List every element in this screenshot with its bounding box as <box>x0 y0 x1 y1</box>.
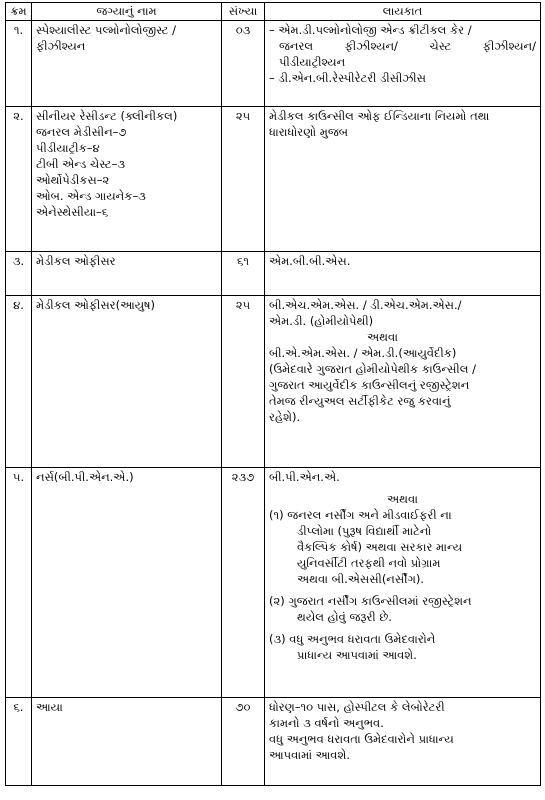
row-position <box>32 698 222 786</box>
qualification-line: (ઉમેદવારે ગુજરાત હોમીયોપેથીક કાઉન્સીલ / <box>269 362 476 376</box>
qualification-line: યુનિવર્સીટી તરફથી નવો પ્રોગ્રામ <box>297 556 441 570</box>
qualification-line: અથવા <box>387 492 418 506</box>
qualification-line: આપવામાં આવશે. <box>269 748 350 762</box>
qualification-line: વધુ અનુભવ ધરાવતા ઉમેદવારોને પ્રાધાન્ય <box>269 732 454 746</box>
header-position: જગ્યાનું નામ <box>32 3 222 21</box>
row-serial: ૫. <box>6 468 32 698</box>
row-position <box>32 296 222 468</box>
position-line: મેડીકલ ઓફીસર <box>36 254 116 268</box>
qualification-line: પીડીયાટ્રીશ્યન <box>279 55 346 69</box>
row-position <box>32 107 222 252</box>
header-serial: ક્રમ <box>6 3 32 21</box>
header-qualification: લાયકાત <box>265 3 541 21</box>
qualification-line: ડીપ્લોમા (પુરૂષ વિદ્યાર્થી માટેનો <box>297 524 432 538</box>
row-qualification <box>265 107 541 252</box>
position-line: સીનીયર રેસીડન્ટ (ક્લીનીકલ) <box>36 109 178 123</box>
qualification-line: – ડી.એન.બી.રેસ્પીરેટરી ડીસીઝીસ <box>269 71 426 85</box>
qualification-line: (૩) વધુ અનુભવ ધરાવતા ઉમેદવારોને <box>269 632 436 646</box>
position-line: ફીઝીશ્યન <box>36 39 86 53</box>
qualification-line: બી.એચ.એમ.એસ. / ડી.એચ.એમ.એસ./ <box>269 298 462 312</box>
row-serial: ૨. <box>6 107 32 252</box>
position-line: જનરલ મેડીસીન–૭ <box>36 125 127 139</box>
position-line: ટીબી એન્ડ ચેસ્ટ–૩ <box>36 157 126 171</box>
row-count: ૬૧ <box>222 252 265 296</box>
row-serial: ૩. <box>6 252 32 296</box>
row-position <box>32 252 222 296</box>
qualification-line: તેમજ રીન્યુઅલ સર્ટીફીકેટ રજુ કરવાનું <box>269 394 451 408</box>
row-serial: ૬. <box>6 698 32 786</box>
qualification-line: જનરલ ફીઝીશ્યન/ ચેસ્ટ ફીઝીશ્યન/ <box>279 39 536 53</box>
row-serial: ૪. <box>6 296 32 468</box>
row-qualification <box>265 468 541 698</box>
qualification-line: કામનો ૩ વર્ષનો અનુભવ. <box>269 716 384 730</box>
row-count: ૭૦ <box>222 698 265 786</box>
qualification-line: વૈકલ્પિક કોર્ષ) અથવા સરકાર માન્ય <box>297 540 463 554</box>
position-line: ઓબ. એન્ડ ગાયનેક–૩ <box>36 189 146 203</box>
position-line: સ્પેશ્યાલીસ્ટ પલ્મોનોલોજીસ્ટ / <box>36 23 177 37</box>
table-row <box>6 252 541 296</box>
qualification-line: ધોરણ–૧૦ પાસ, હોસ્પીટલ કે લેબોરેટરી <box>269 700 445 714</box>
position-line: એનેસ્થેસીયા–૬ <box>36 205 109 219</box>
qualification-line: મેડીકલ કાઉન્સીલ ઓફ ઈન્ડિયાના નિયમો તથા <box>269 109 490 123</box>
qualification-line: ગુજરાત આયુર્વેદીક કાઉન્સીલનું રજીસ્ટ્રેશન <box>269 378 470 392</box>
qualification-line: ધારાધોરણો મુજબ <box>269 125 348 139</box>
qualification-line: એમ.ડી. (હોમીયોપેથી) <box>269 314 374 328</box>
position-line: પીડીયાટ્રીક–૪ <box>36 141 100 155</box>
qualification-line: એમ.બી.બી.એસ. <box>269 254 351 268</box>
qualification-line: (૨) ગુજરાત નર્સીંગ કાઉન્સીલમાં રજીસ્ટ્રેશન <box>269 594 472 608</box>
recruitment-table <box>5 2 541 786</box>
qualification-line: બી.એ.એમ.એસ. / એમ.ડી.(આયુર્વેદીક) <box>269 346 457 360</box>
position-line: નર્સ(બી.પી.એન.એ.) <box>36 470 134 484</box>
table-row <box>6 296 541 468</box>
row-count: ૦૩ <box>222 21 265 107</box>
qualification-line: – એમ.ડી.પલ્મોનોલોજી એન્ડ ક્રીટીકલ કેર / <box>269 23 472 37</box>
table-row <box>6 107 541 252</box>
row-count: ૨૫ <box>222 296 265 468</box>
qualification-line: બી.પી.એન.એ. <box>269 470 340 484</box>
qualification-line: અથવા <box>367 330 398 344</box>
row-position <box>32 468 222 698</box>
table-row <box>6 698 541 786</box>
position-line: આયા <box>36 700 63 714</box>
row-qualification <box>265 21 541 107</box>
qualification-line: થયેલ હોવું જરૂરી છે. <box>297 610 392 624</box>
row-position <box>32 21 222 107</box>
qualification-line: (૧) જનરલ નર્સીંગ અને મીડવાઈફરી ના <box>269 508 452 522</box>
qualification-line: રહેશે). <box>269 410 301 424</box>
position-line: ઓર્થોપેડીકસ–૨ <box>36 173 110 187</box>
row-qualification <box>265 698 541 786</box>
header-count: સંખ્યા <box>222 3 265 21</box>
qualification-line: અથવા બી.એસસી(નર્સીંગ). <box>297 572 425 586</box>
row-count: ૨૩૭ <box>222 468 265 698</box>
qualification-line: પ્રાધાન્ય આપવામાં આવશે. <box>297 648 417 662</box>
row-qualification <box>265 296 541 468</box>
row-serial: ૧. <box>6 21 32 107</box>
table-header-row <box>6 3 541 21</box>
row-count: ૨૫ <box>222 107 265 252</box>
position-line: મેડીકલ ઓફીસર(આયુષ) <box>36 298 156 312</box>
table-row <box>6 21 541 107</box>
table-row <box>6 468 541 698</box>
row-qualification <box>265 252 541 296</box>
